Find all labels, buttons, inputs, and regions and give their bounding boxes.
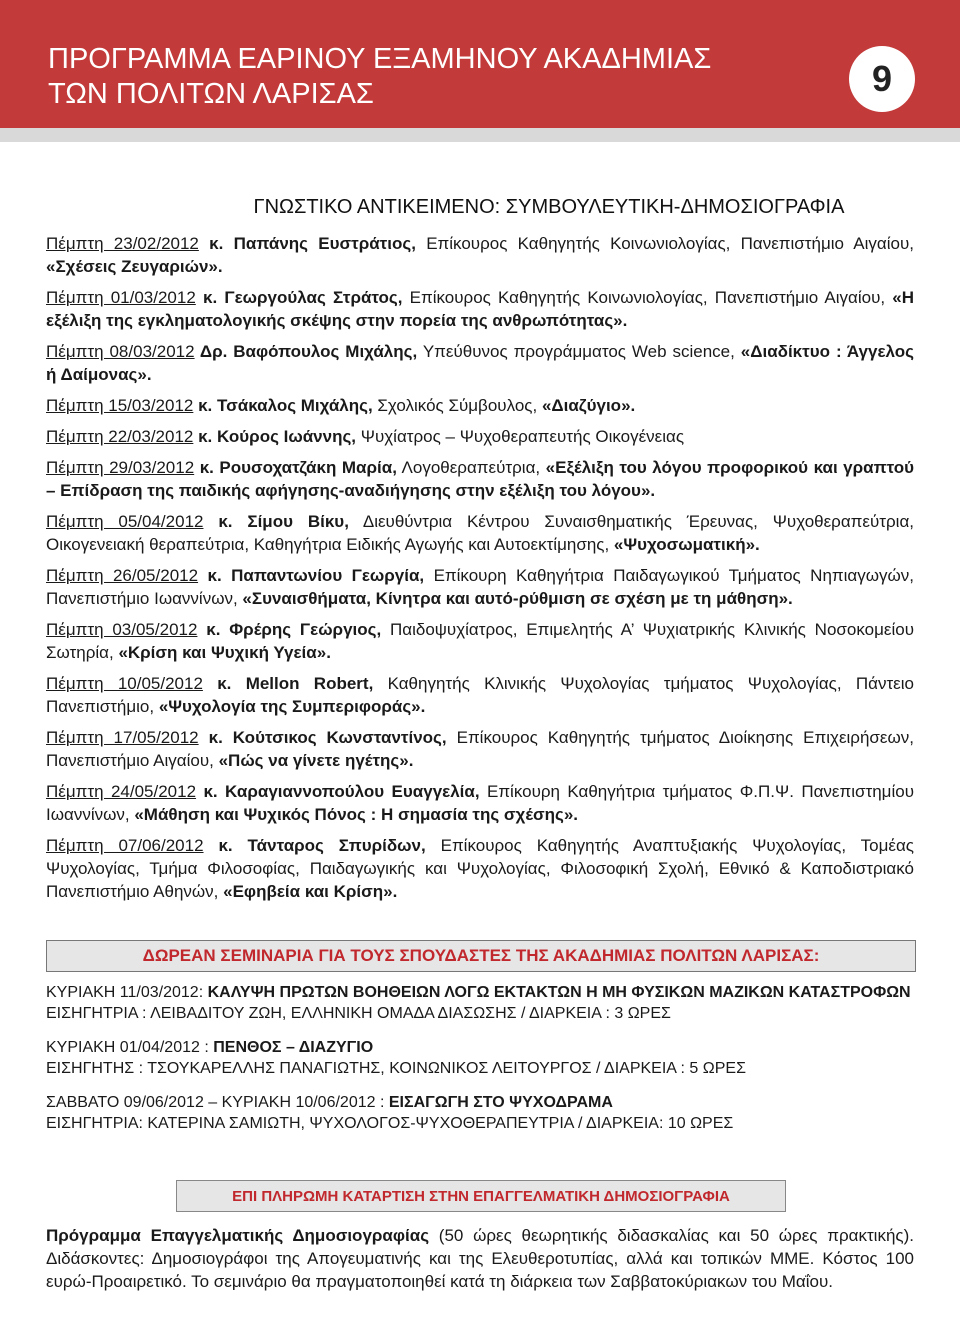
event-speaker: κ. Καραγιαννοπούλου Ευαγγελία,: [196, 782, 480, 801]
seminar-date: ΚΥΡΙΑΚΗ 11/03/2012:: [46, 984, 208, 1001]
event-date: Πέμπτη 01/03/2012: [46, 288, 196, 307]
seminar-item: [46, 982, 914, 1024]
seminar-item: [46, 1092, 914, 1134]
page-header: [0, 0, 960, 142]
event-item: [46, 834, 914, 903]
event-speaker: κ. Κούρος Ιωάννης,: [193, 427, 357, 446]
event-description: Ψυχίατρος – Ψυχοθεραπευτής Οικογένειας: [356, 427, 685, 446]
seminar-item: [46, 1037, 914, 1079]
seminar-title: ΕΙΣΑΓΩΓΗ ΣΤΟ ΨΥΧΟΔΡΑΜΑ: [388, 1094, 613, 1111]
seminar-speaker: ΕΙΣΗΓΗΤΗΣ : ΤΣΟΥΚΑΡΕΛΛΗΣ ΠΑΝΑΓΙΩΤΗΣ, ΚΟΙΝΩΝΙΚΟΣ ΛΕΙΤΟΥΡΓΟΣ / ΔΙΑΡΚΕΙΑ : 5 ΩΡΕΣ: [46, 1060, 746, 1077]
paid-training-lead: Πρόγραμμα Επαγγελματικής Δημοσιογραφίας: [46, 1226, 430, 1245]
event-speaker: κ. Φρέρης Γεώργιος,: [197, 620, 382, 639]
event-topic: «Εξέλιξη του λόγου προφορικού και γραπτού – Επίδραση της παιδικής αφήγησης-αναδιήγησης στην εξέλιξη του λόγου».: [46, 458, 915, 500]
events-list: [46, 232, 914, 911]
page-number-badge: 9: [849, 46, 915, 112]
seminar-speaker: ΕΙΣΗΓΗΤΡΙΑ: ΚΑΤΕΡΙΝΑ ΣΑΜΙΩΤΗ, ΨΥΧΟΛΟΓΟΣ-ΨΥΧΟΘΕΡΑΠΕΥΤΡΙΑ / ΔΙΑΡΚΕΙΑ: 10 ΩΡΕΣ: [46, 1115, 734, 1132]
free-seminars-list: [46, 982, 914, 1147]
event-topic: «Εφηβεία και Κρίση».: [223, 882, 398, 901]
event-date: Πέμπτη 15/03/2012: [46, 396, 194, 415]
event-topic: «Ψυχολογία της Συμπεριφοράς».: [158, 697, 426, 716]
event-date: Πέμπτη 07/06/2012: [46, 836, 204, 855]
seminar-title: ΠΕΝΘΟΣ – ΔΙΑΖΥΓΙΟ: [213, 1039, 374, 1056]
event-description: Επίκουρη Καθηγήτρια Παιδαγωγικού Τμήματος Νηπιαγωγών, Πανεπιστήμιο Ιωαννίνων,: [46, 566, 915, 608]
event-speaker: κ. Γεωργούλας Στράτος,: [195, 288, 403, 307]
event-topic: «Μάθηση και Ψυχικός Πόνος : Η σημασία της σχέσης».: [134, 805, 579, 824]
event-topic: «Συναισθήματα, Κίνητρα και αυτό-ρύθμιση σε σχέση με τη μάθηση».: [242, 589, 793, 608]
title-line-2: ΤΩΝ ΠΟΛΙΤΩΝ ΛΑΡΙΣΑΣ: [48, 78, 374, 110]
event-topic: «Σχέσεις Ζευγαριών».: [46, 257, 223, 276]
page-title: [48, 42, 808, 112]
event-item: [46, 726, 914, 772]
event-speaker: κ. Τσάκαλος Μιχάλης,: [193, 396, 373, 415]
event-description: Επίκουρος Καθηγητής Αναπτυξιακής Ψυχολογίας, Τομέας Ψυχολογίας, Τμήμα Φιλοσοφίας, Παιδαγωγικής και Ψυχολογίας, Φιλοσοφική Σχολή, Εθνικό & Καποδιστριακό Πανεπιστήμιο Αθηνών,: [46, 836, 914, 901]
event-topic: «Πώς να γίνετε ηγέτης».: [218, 751, 414, 770]
event-description: Παιδοψυχίατρος, Επιμελητής Α’ Ψυχιατρικής Κλινικής Νοσοκομείου Σωτηρία,: [46, 620, 914, 662]
event-item: [46, 564, 914, 610]
event-speaker: κ. Παπάνης Ευστράτιος,: [198, 234, 416, 253]
event-item: [46, 394, 914, 417]
event-item: [46, 456, 914, 502]
seminar-speaker: ΕΙΣΗΓΗΤΡΙΑ : ΛΕΙΒΑΔΙΤΟΥ ΖΩΗ, ΕΛΛΗΝΙΚΗ ΟΜΑΔΑ ΔΙΑΣΩΣΗΣ / ΔΙΑΡΚΕΙΑ : 3 ΩΡΕΣ: [46, 1005, 671, 1022]
event-date: Πέμπτη 29/03/2012: [46, 458, 195, 477]
event-item: [46, 510, 914, 556]
event-topic: «Διαδίκτυο : Άγγελος ή Δαίμονας».: [46, 342, 915, 384]
paid-training-body: (50 ώρες θεωρητικής διδασκαλίας και 50 ώρες πρακτικής). Διδάσκοντες: Δημοσιογράφοι της Απογευματινής και της Ελευθεροτυπίας, αλλά και τοπικών ΜΜΕ. Κόστος 100 ευρώ-Προαιρετικό. Το σεμινάριο θα πραγματοποιηθεί κατά τη διάρκεια των Σαββατοκύριακων του Μαΐου.: [46, 1226, 914, 1291]
event-description: Επίκουρος Καθηγητής τμήματος Διοίκησης Επιχειρήσεων, Πανεπιστήμιο Αιγαίου,: [46, 728, 914, 770]
event-date: Πέμπτη 26/05/2012: [46, 566, 199, 585]
event-date: Πέμπτη 05/04/2012: [46, 512, 204, 531]
event-item: [46, 425, 914, 448]
event-date: Πέμπτη 10/05/2012: [46, 674, 203, 693]
event-speaker: κ. Παπαντωνίου Γεωργία,: [198, 566, 425, 585]
event-speaker: κ. Κούτσικος Κωνσταντίνος,: [198, 728, 447, 747]
event-topic: «Κρίση και Ψυχική Υγεία».: [118, 643, 331, 662]
event-description: Επίκουρος Καθηγητής Κοινωνιολογίας, Πανεπιστήμιο Αιγαίου,: [402, 288, 893, 307]
event-description: Καθηγητής Κλινικής Ψυχολογίας τμήματος Ψυχολογίας, Πάντειο Πανεπιστήμιο,: [46, 674, 914, 716]
event-speaker: κ. Σίμου Βίκυ,: [203, 512, 349, 531]
event-speaker: κ. Ρουσοχατζάκη Μαρία,: [194, 458, 397, 477]
event-item: [46, 340, 914, 386]
seminar-date: ΚΥΡΙΑΚΗ 01/04/2012 :: [46, 1039, 214, 1056]
event-speaker: Δρ. Βαφόπουλος Μιχάλης,: [194, 342, 418, 361]
section-heading: [0, 196, 960, 219]
event-description: Επίκουρος Καθηγητής Κοινωνιολογίας, Πανεπιστήμιο Αιγαίου,: [415, 234, 914, 253]
seminar-title: ΚΑΛΥΨΗ ΠΡΩΤΩΝ ΒΟΗΘΕΙΩΝ ΛΟΓΩ ΕΚΤΑΚΤΩΝ Η ΜΗ ΦΥΣΙΚΩΝ ΜΑΖΙΚΩΝ ΚΑΤΑΣΤΡΟΦΩΝ: [207, 984, 911, 1001]
event-description: Λογοθεραπεύτρια,: [396, 458, 546, 477]
event-item: [46, 780, 914, 826]
event-description: Υπεύθυνος προγράμματος Web science,: [417, 342, 741, 361]
event-date: Πέμπτη 08/03/2012: [46, 342, 195, 361]
event-item: [46, 672, 914, 718]
event-speaker: κ. Τάνταρος Σπυρίδων,: [203, 836, 426, 855]
section-heading-text: ΓΝΩΣΤΙΚΟ ΑΝΤΙΚΕΙΜΕΝΟ: ΣΥΜΒΟΥΛΕΥΤΙΚΗ-ΔΗΜΟΣΙΟΓΡΑΦΙΑ: [253, 196, 845, 218]
event-item: [46, 618, 914, 664]
event-item: [46, 286, 914, 332]
event-item: [46, 232, 914, 278]
event-date: Πέμπτη 22/03/2012: [46, 427, 194, 446]
event-speaker: κ. Mellon Robert,: [202, 674, 374, 693]
seminar-date: ΣΑΒΒΑΤΟ 09/06/2012 – ΚΥΡΙΑΚΗ 10/06/2012 :: [46, 1094, 389, 1111]
paid-training-text: [46, 1224, 914, 1293]
event-topic: «Η εξέλιξη της εγκληματολογικής σκέψης στην πορεία της ανθρωπότητας».: [46, 288, 915, 330]
event-date: Πέμπτη 24/05/2012: [46, 782, 197, 801]
event-topic: «Διαζύγιο».: [541, 396, 636, 415]
event-description: Σχολικός Σύμβουλος,: [372, 396, 542, 415]
event-date: Πέμπτη 03/05/2012: [46, 620, 198, 639]
event-description: Επίκουρη Καθηγήτρια τμήματος Φ.Π.Ψ. Πανεπιστημίου Ιωαννίνων,: [46, 782, 915, 824]
event-date: Πέμπτη 23/02/2012: [46, 234, 199, 253]
title-line-1: ΠΡΟΓΡΑΜΜΑ ΕΑΡΙΝΟΥ ΕΞΑΜΗΝΟΥ ΑΚΑΔΗΜΙΑΣ: [48, 43, 712, 75]
paid-training-heading: ΕΠΙ ΠΛΗΡΩΜΗ ΚΑΤΑΡΤΙΣΗ ΣΤΗΝ ΕΠΑΓΓΕΛΜΑΤΙΚΗ ΔΗΜΟΣΙΟΓΡΑΦΙΑ: [176, 1180, 786, 1212]
event-date: Πέμπτη 17/05/2012: [46, 728, 199, 747]
event-topic: «Ψυχοσωματική».: [613, 535, 760, 554]
free-seminars-heading: ΔΩΡΕΑΝ ΣΕΜΙΝΑΡΙΑ ΓΙΑ ΤΟΥΣ ΣΠΟΥΔΑΣΤΕΣ ΤΗΣ ΑΚΑΔΗΜΙΑΣ ΠΟΛΙΤΩΝ ΛΑΡΙΣΑΣ:: [46, 940, 916, 972]
event-description: Διευθύντρια Κέντρου Συναισθηματικής Έρευνας, Ψυχοθεραπεύτρια, Οικογενειακή θεραπεύτρια, Καθηγήτρια Ειδικής Αγωγής και Αυτοεκτίμησης,: [46, 512, 915, 554]
